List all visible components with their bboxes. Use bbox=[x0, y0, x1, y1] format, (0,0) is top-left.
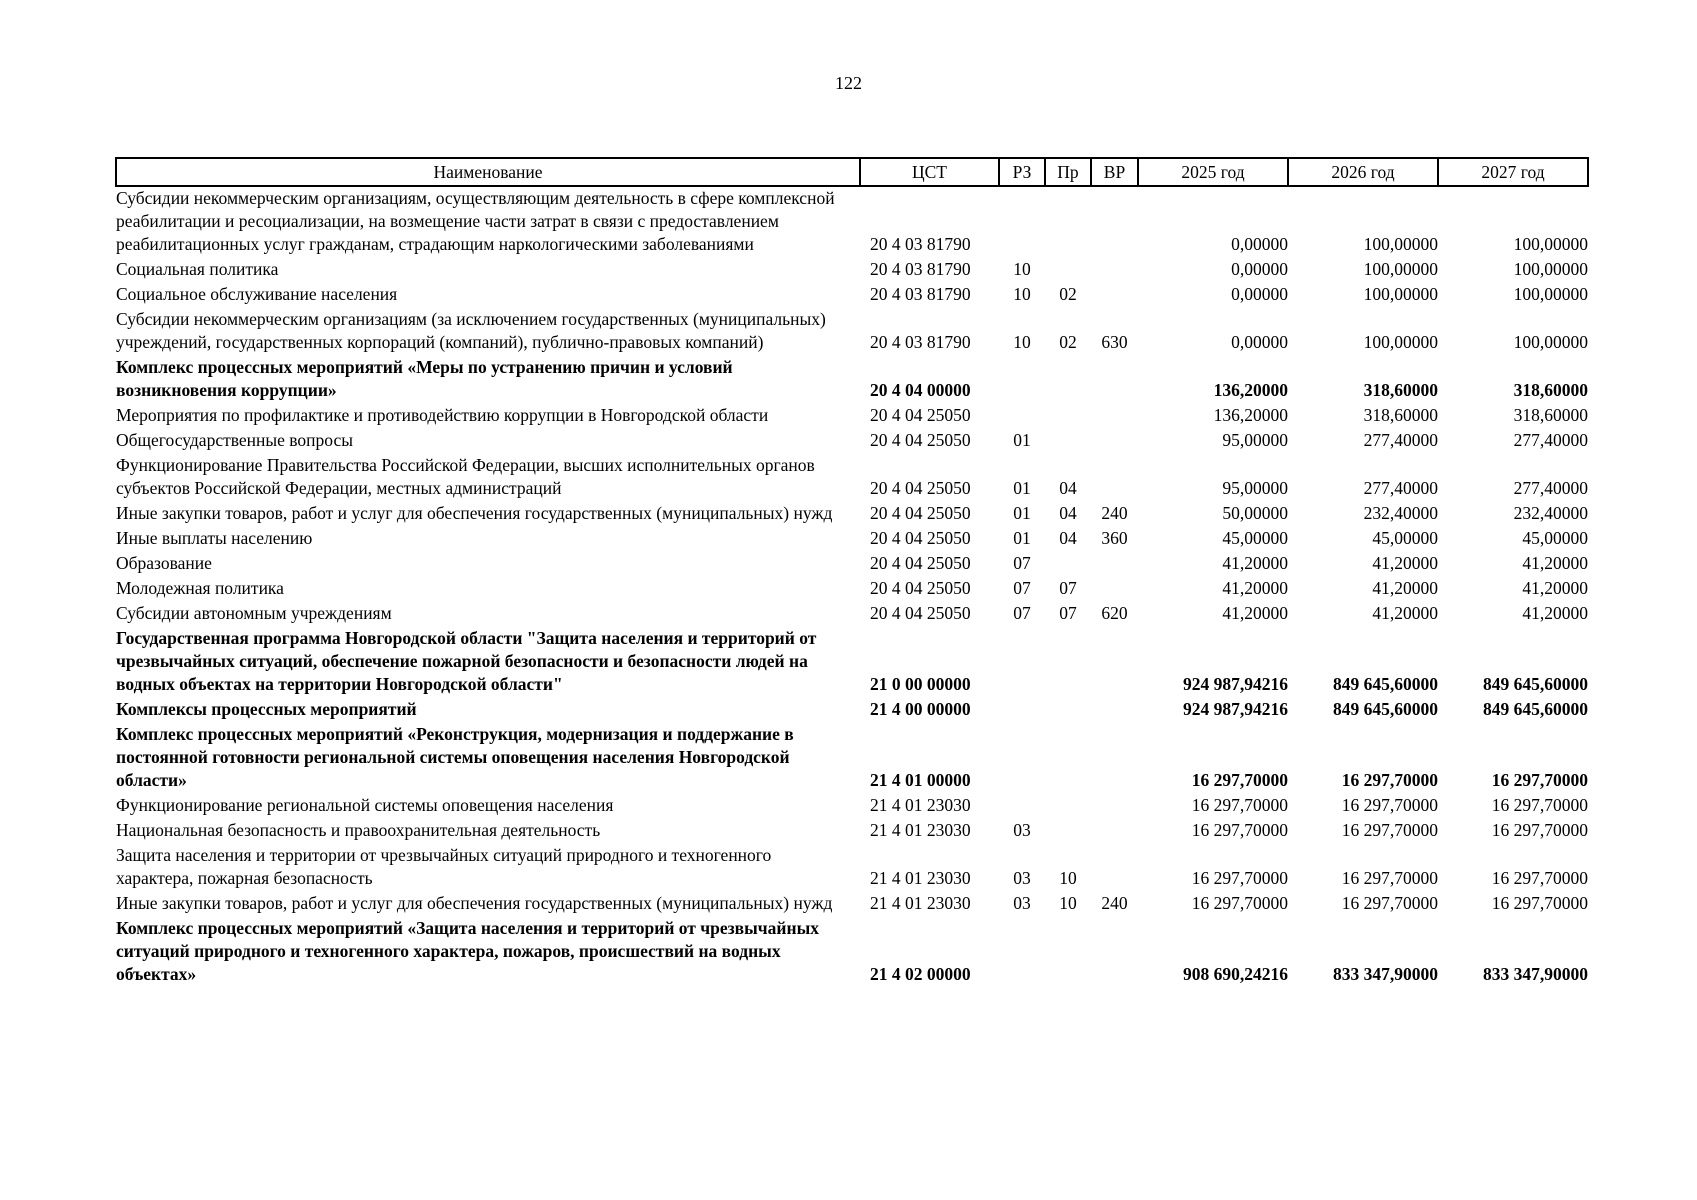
cell-2025: 908 690,24216 bbox=[1183, 964, 1288, 984]
cell-rz: 10 bbox=[1013, 332, 1031, 352]
cell-2027: 318,60000 bbox=[1513, 405, 1588, 425]
cell-vr bbox=[1091, 723, 1138, 794]
cell-pr bbox=[1045, 356, 1091, 404]
cell-2026: 318,60000 bbox=[1363, 380, 1438, 400]
page-number: 122 bbox=[835, 73, 862, 93]
table-row bbox=[116, 429, 1588, 454]
cell-2026: 849 645,60000 bbox=[1333, 674, 1438, 694]
cell-rz: 07 bbox=[1013, 603, 1031, 623]
cell-name: Социальное обслуживание населения bbox=[116, 284, 398, 304]
cell-2025: 136,20000 bbox=[1213, 380, 1288, 400]
cell-2027: 45,00000 bbox=[1522, 528, 1588, 548]
cell-name: Комплексы процессных мероприятий bbox=[116, 699, 417, 719]
cell-vr: 240 bbox=[1101, 503, 1128, 523]
header-name: Наименование bbox=[116, 158, 860, 186]
cell-2027: 41,20000 bbox=[1522, 553, 1588, 573]
cell-2027: 16 297,70000 bbox=[1491, 820, 1588, 840]
cell-vr bbox=[1091, 454, 1138, 502]
cell-pr: 04 bbox=[1059, 478, 1077, 498]
cell-2025: 924 987,94216 bbox=[1183, 699, 1288, 719]
cell-2026: 41,20000 bbox=[1372, 603, 1438, 623]
cell-2025: 95,00000 bbox=[1222, 478, 1288, 498]
cell-vr bbox=[1091, 917, 1138, 988]
cell-2027: 833 347,90000 bbox=[1483, 964, 1588, 984]
cell-2026: 16 297,70000 bbox=[1341, 868, 1438, 888]
cell-2025: 41,20000 bbox=[1222, 578, 1288, 598]
cell-rz bbox=[999, 627, 1045, 698]
cell-name: Субсидии некоммерческим организациям (за исключением государственных (муниципальных) учреждений, государственных корпораций (компаний), публично-правовых компаний) bbox=[116, 309, 826, 352]
cell-2025: 0,00000 bbox=[1231, 259, 1288, 279]
cell-2025: 41,20000 bbox=[1222, 603, 1288, 623]
cell-name: Функционирование Правительства Российской Федерации, высших исполнительных органов субъектов Российской Федерации, местных администраций bbox=[116, 455, 815, 498]
cell-2026: 41,20000 bbox=[1372, 553, 1438, 573]
cell-vr bbox=[1091, 627, 1138, 698]
cell-pr: 02 bbox=[1059, 332, 1077, 352]
table-row bbox=[116, 723, 1588, 794]
cell-pr bbox=[1045, 627, 1091, 698]
table-row bbox=[116, 308, 1588, 356]
cell-pr: 10 bbox=[1059, 868, 1077, 888]
cell-2025: 0,00000 bbox=[1231, 332, 1288, 352]
table-row bbox=[116, 502, 1588, 527]
cell-vr: 360 bbox=[1101, 528, 1128, 548]
table-row bbox=[116, 356, 1588, 404]
cell-rz bbox=[999, 356, 1045, 404]
cell-2027: 41,20000 bbox=[1522, 578, 1588, 598]
cell-name: Комплекс процессных мероприятий «Реконструкция, модернизация и поддержание в постоянной готовности региональной системы оповещения населения Новгородской области» bbox=[116, 724, 794, 790]
cell-2025: 16 297,70000 bbox=[1191, 820, 1288, 840]
cell-2025: 41,20000 bbox=[1222, 553, 1288, 573]
cell-2025: 0,00000 bbox=[1231, 284, 1288, 304]
cell-pr bbox=[1045, 552, 1091, 577]
cell-cst: 21 4 01 23030 bbox=[870, 795, 971, 815]
cell-rz bbox=[999, 698, 1045, 723]
cell-cst: 20 4 03 81790 bbox=[870, 284, 971, 304]
cell-pr bbox=[1045, 819, 1091, 844]
cell-2026: 277,40000 bbox=[1363, 430, 1438, 450]
table-row bbox=[116, 283, 1588, 308]
cell-vr bbox=[1091, 819, 1138, 844]
cell-2027: 16 297,70000 bbox=[1491, 795, 1588, 815]
cell-rz bbox=[999, 917, 1045, 988]
cell-cst: 20 4 03 81790 bbox=[870, 332, 971, 352]
cell-cst: 20 4 04 25050 bbox=[870, 503, 971, 523]
cell-2026: 45,00000 bbox=[1372, 528, 1438, 548]
cell-2026: 232,40000 bbox=[1363, 503, 1438, 523]
cell-2026: 100,00000 bbox=[1363, 259, 1438, 279]
cell-2026: 318,60000 bbox=[1363, 405, 1438, 425]
cell-vr bbox=[1091, 698, 1138, 723]
table-row bbox=[116, 527, 1588, 552]
cell-pr bbox=[1045, 723, 1091, 794]
cell-rz bbox=[999, 186, 1045, 258]
cell-cst: 20 4 04 25050 bbox=[870, 578, 971, 598]
cell-pr: 07 bbox=[1059, 578, 1077, 598]
cell-cst: 20 4 04 25050 bbox=[870, 478, 971, 498]
cell-2027: 232,40000 bbox=[1513, 503, 1588, 523]
cell-vr bbox=[1091, 258, 1138, 283]
cell-cst: 21 4 01 23030 bbox=[870, 868, 971, 888]
cell-name: Функционирование региональной системы оповещения населения bbox=[116, 795, 614, 815]
cell-pr bbox=[1045, 404, 1091, 429]
cell-vr: 630 bbox=[1101, 332, 1128, 352]
cell-name: Социальная политика bbox=[116, 259, 279, 279]
cell-2027: 277,40000 bbox=[1513, 478, 1588, 498]
cell-2026: 16 297,70000 bbox=[1341, 770, 1438, 790]
table-row bbox=[116, 819, 1588, 844]
cell-2027: 277,40000 bbox=[1513, 430, 1588, 450]
cell-name: Субсидии некоммерческим организациям, осуществляющим деятельность в сфере комплексной реабилитации и ресоциализации, на возмещение части затрат в связи с предоставлением реабилитационных услуг гражданам, страдающим наркологическими заболеваниями bbox=[116, 188, 835, 254]
cell-vr bbox=[1091, 429, 1138, 454]
cell-cst: 21 0 00 00000 bbox=[870, 674, 971, 694]
cell-name: Комплекс процессных мероприятий «Меры по устранению причин и условий возникновения коррупции» bbox=[116, 357, 733, 400]
cell-2025: 95,00000 bbox=[1222, 430, 1288, 450]
cell-2027: 849 645,60000 bbox=[1483, 674, 1588, 694]
cell-pr bbox=[1045, 186, 1091, 258]
header-2027: 2027 год bbox=[1438, 158, 1588, 186]
cell-vr bbox=[1091, 552, 1138, 577]
cell-2025: 50,00000 bbox=[1222, 503, 1288, 523]
cell-pr: 07 bbox=[1059, 603, 1077, 623]
cell-pr bbox=[1045, 917, 1091, 988]
cell-cst: 20 4 04 25050 bbox=[870, 553, 971, 573]
cell-cst: 21 4 01 23030 bbox=[870, 893, 971, 913]
cell-rz bbox=[999, 404, 1045, 429]
cell-name: Иные закупки товаров, работ и услуг для обеспечения государственных (муниципальных) нужд bbox=[116, 893, 833, 913]
budget-table bbox=[115, 157, 1589, 988]
cell-rz: 01 bbox=[1013, 430, 1031, 450]
cell-vr bbox=[1091, 356, 1138, 404]
cell-vr bbox=[1091, 404, 1138, 429]
table-row bbox=[116, 602, 1588, 627]
header-cst: ЦСТ bbox=[860, 158, 999, 186]
cell-pr bbox=[1045, 794, 1091, 819]
header-rz: РЗ bbox=[999, 158, 1045, 186]
cell-name: Комплекс процессных мероприятий «Защита населения и территорий от чрезвычайных ситуаций природного и техногенного характера, пожаров, происшествий на водных объектах» bbox=[116, 918, 819, 984]
cell-cst: 20 4 03 81790 bbox=[870, 259, 971, 279]
cell-2026: 16 297,70000 bbox=[1341, 820, 1438, 840]
cell-vr bbox=[1091, 794, 1138, 819]
table-row bbox=[116, 844, 1588, 892]
table-row bbox=[116, 186, 1588, 258]
table-row bbox=[116, 698, 1588, 723]
table-row bbox=[116, 454, 1588, 502]
cell-name: Мероприятия по профилактике и противодействию коррупции в Новгородской области bbox=[116, 405, 769, 425]
cell-name: Иные закупки товаров, работ и услуг для обеспечения государственных (муниципальных) нужд bbox=[116, 503, 833, 523]
cell-rz: 03 bbox=[1013, 820, 1031, 840]
cell-cst: 21 4 00 00000 bbox=[870, 699, 971, 719]
cell-2025: 16 297,70000 bbox=[1191, 868, 1288, 888]
cell-rz: 10 bbox=[1013, 284, 1031, 304]
cell-2027: 41,20000 bbox=[1522, 603, 1588, 623]
cell-2027: 100,00000 bbox=[1513, 284, 1588, 304]
cell-rz: 01 bbox=[1013, 478, 1031, 498]
header-2025: 2025 год bbox=[1138, 158, 1288, 186]
table-row bbox=[116, 794, 1588, 819]
cell-vr: 240 bbox=[1101, 893, 1128, 913]
table-body bbox=[116, 186, 1588, 988]
cell-name: Иные выплаты населению bbox=[116, 528, 313, 548]
cell-rz bbox=[999, 794, 1045, 819]
cell-pr: 10 bbox=[1059, 893, 1077, 913]
cell-name: Субсидии автономным учреждениям bbox=[116, 603, 392, 623]
cell-2026: 849 645,60000 bbox=[1333, 699, 1438, 719]
cell-2027: 849 645,60000 bbox=[1483, 699, 1588, 719]
cell-cst: 21 4 01 00000 bbox=[870, 770, 971, 790]
header-pr: Пр bbox=[1045, 158, 1091, 186]
cell-2025: 16 297,70000 bbox=[1191, 893, 1288, 913]
header-vr: ВР bbox=[1091, 158, 1138, 186]
cell-2026: 16 297,70000 bbox=[1341, 795, 1438, 815]
cell-rz: 10 bbox=[1013, 259, 1031, 279]
cell-rz bbox=[999, 723, 1045, 794]
cell-cst: 21 4 01 23030 bbox=[870, 820, 971, 840]
cell-2027: 100,00000 bbox=[1513, 259, 1588, 279]
cell-2025: 0,00000 bbox=[1231, 234, 1288, 254]
cell-2027: 100,00000 bbox=[1513, 332, 1588, 352]
table-row bbox=[116, 552, 1588, 577]
cell-pr bbox=[1045, 698, 1091, 723]
cell-name: Молодежная политика bbox=[116, 578, 284, 598]
cell-2025: 45,00000 bbox=[1222, 528, 1288, 548]
cell-2027: 16 297,70000 bbox=[1491, 770, 1588, 790]
cell-pr: 04 bbox=[1059, 503, 1077, 523]
table-row bbox=[116, 627, 1588, 698]
cell-cst: 20 4 04 25050 bbox=[870, 603, 971, 623]
cell-rz: 03 bbox=[1013, 868, 1031, 888]
cell-cst: 21 4 02 00000 bbox=[870, 964, 971, 984]
table-row bbox=[116, 892, 1588, 917]
cell-2026: 41,20000 bbox=[1372, 578, 1438, 598]
cell-vr bbox=[1091, 186, 1138, 258]
cell-name: Образование bbox=[116, 553, 212, 573]
cell-2026: 277,40000 bbox=[1363, 478, 1438, 498]
cell-2025: 16 297,70000 bbox=[1191, 770, 1288, 790]
cell-name: Государственная программа Новгородской области "Защита населения и территорий от чрезвычайных ситуаций, обеспечение пожарной безопасности и безопасности людей на водных объектах на территории Новгородской области" bbox=[116, 628, 817, 694]
cell-pr: 04 bbox=[1059, 528, 1077, 548]
cell-vr bbox=[1091, 283, 1138, 308]
cell-2026: 833 347,90000 bbox=[1333, 964, 1438, 984]
cell-name: Защита населения и территории от чрезвычайных ситуаций природного и техногенного характера, пожарная безопасность bbox=[116, 845, 772, 888]
cell-2025: 924 987,94216 bbox=[1183, 674, 1288, 694]
table-row bbox=[116, 917, 1588, 988]
cell-2027: 100,00000 bbox=[1513, 234, 1588, 254]
cell-2027: 16 297,70000 bbox=[1491, 868, 1588, 888]
cell-rz: 07 bbox=[1013, 553, 1031, 573]
cell-pr bbox=[1045, 258, 1091, 283]
table-row bbox=[116, 577, 1588, 602]
cell-vr: 620 bbox=[1101, 603, 1128, 623]
cell-vr bbox=[1091, 844, 1138, 892]
cell-2026: 100,00000 bbox=[1363, 234, 1438, 254]
cell-cst: 20 4 03 81790 bbox=[870, 234, 971, 254]
cell-rz: 03 bbox=[1013, 893, 1031, 913]
cell-pr: 02 bbox=[1059, 284, 1077, 304]
cell-rz: 07 bbox=[1013, 578, 1031, 598]
table-row bbox=[116, 258, 1588, 283]
cell-cst: 20 4 04 25050 bbox=[870, 430, 971, 450]
header-2026: 2026 год bbox=[1288, 158, 1438, 186]
cell-cst: 20 4 04 00000 bbox=[870, 380, 971, 400]
cell-name: Общегосударственные вопросы bbox=[116, 430, 354, 450]
cell-2025: 16 297,70000 bbox=[1191, 795, 1288, 815]
cell-cst: 20 4 04 25050 bbox=[870, 405, 971, 425]
cell-rz: 01 bbox=[1013, 503, 1031, 523]
cell-2027: 16 297,70000 bbox=[1491, 893, 1588, 913]
cell-2026: 16 297,70000 bbox=[1341, 893, 1438, 913]
table-header-row bbox=[116, 158, 1588, 186]
table-row bbox=[116, 404, 1588, 429]
cell-2027: 318,60000 bbox=[1513, 380, 1588, 400]
cell-2026: 100,00000 bbox=[1363, 284, 1438, 304]
cell-2025: 136,20000 bbox=[1213, 405, 1288, 425]
cell-rz: 01 bbox=[1013, 528, 1031, 548]
cell-2026: 100,00000 bbox=[1363, 332, 1438, 352]
cell-name: Национальная безопасность и правоохранительная деятельность bbox=[116, 820, 601, 840]
cell-cst: 20 4 04 25050 bbox=[870, 528, 971, 548]
cell-vr bbox=[1091, 577, 1138, 602]
cell-pr bbox=[1045, 429, 1091, 454]
